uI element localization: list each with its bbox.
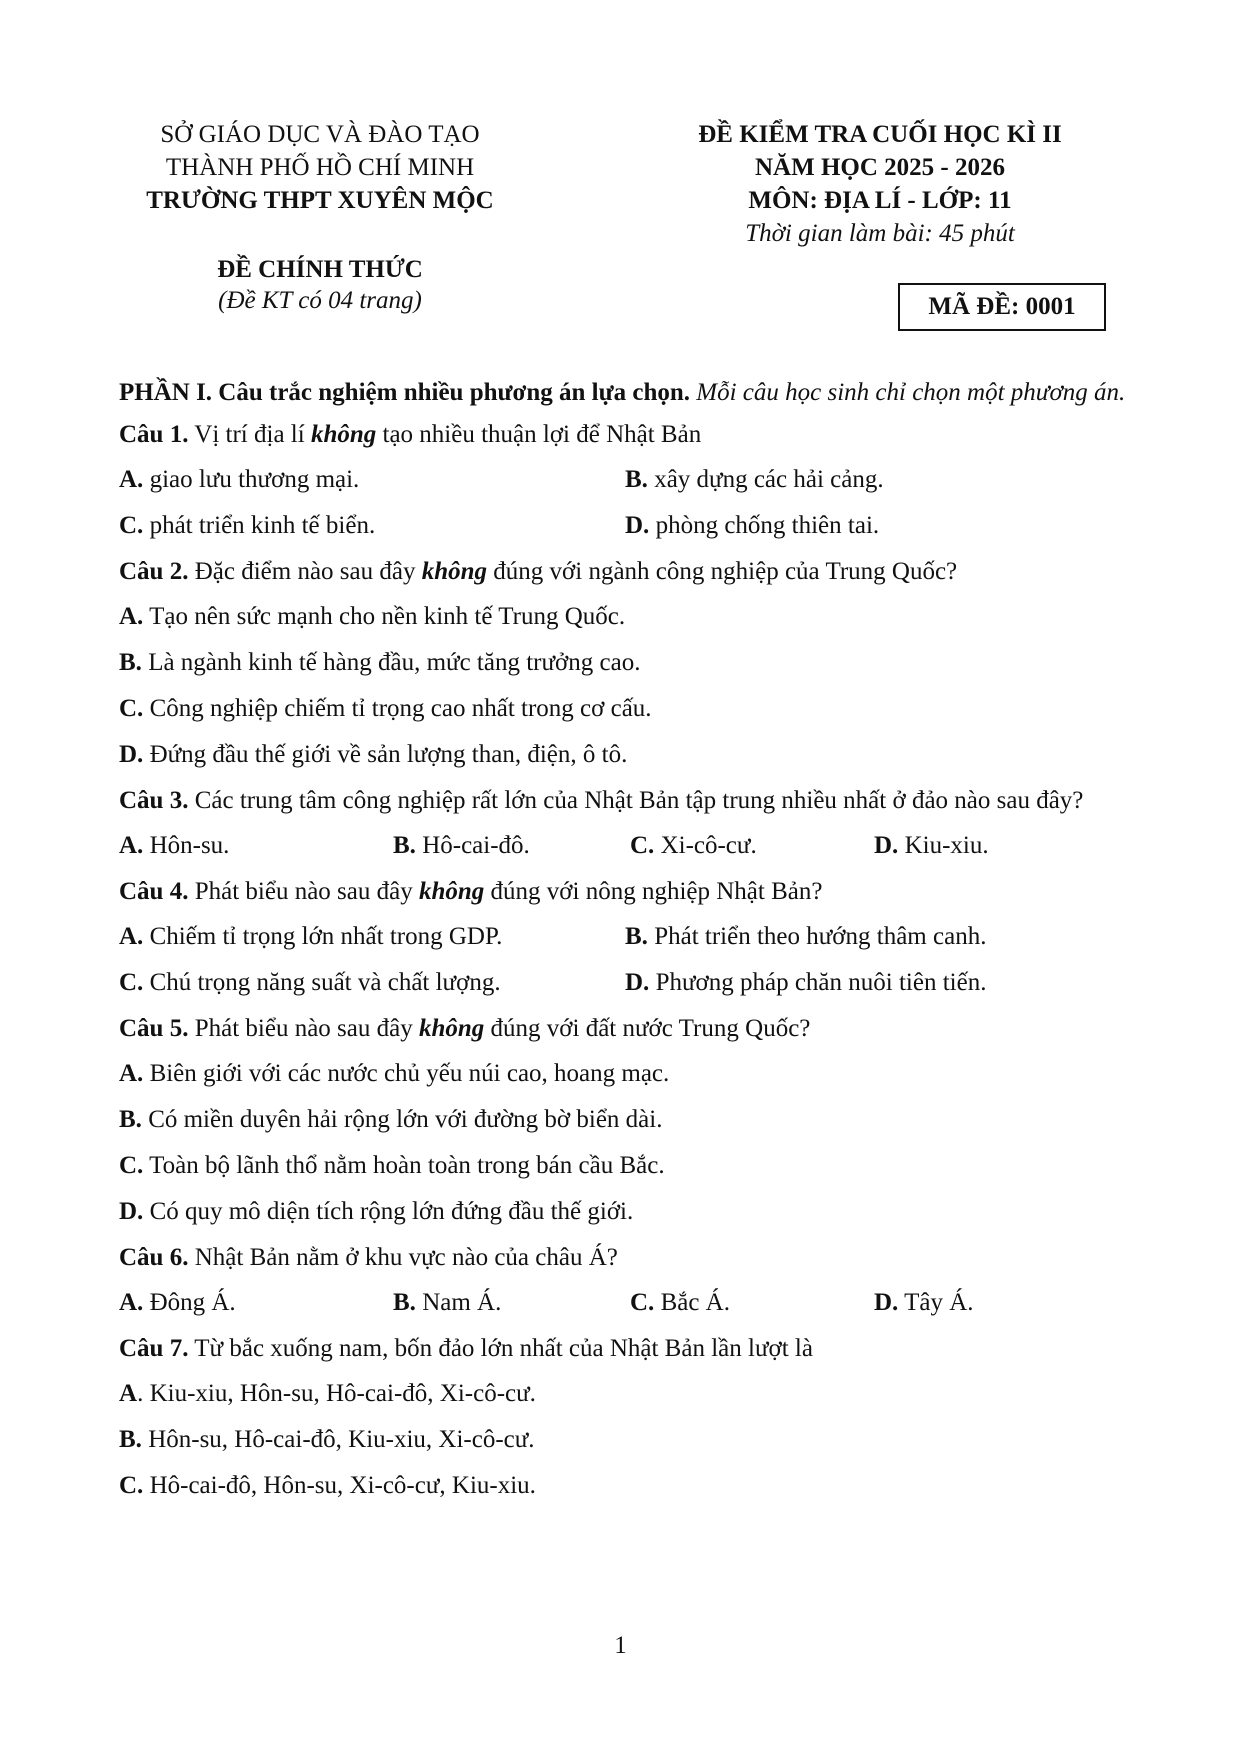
question-label: Câu 6.: [119, 1244, 189, 1271]
question-6: [119, 1241, 1131, 1320]
option-d: D. phòng chống thiên tai.: [625, 512, 880, 539]
option-row: [119, 829, 1131, 863]
exam-code-box: MÃ ĐỀ: 0001: [898, 283, 1106, 331]
question-stem: [119, 418, 1131, 451]
question-stem: [119, 784, 1131, 817]
question-2: [119, 555, 1131, 772]
city-name: THÀNH PHỐ HỒ CHÍ MINH: [165, 154, 475, 181]
option-row: [119, 463, 1131, 497]
option-c: C. Công nghiệp chiếm tỉ trọng cao nhất trong cơ cấu.: [119, 695, 652, 722]
question-text: Đặc điểm nào sau đây: [194, 558, 416, 585]
question-emphasis: không: [310, 421, 377, 448]
time-limit: Thời gian làm bài: 45 phút: [745, 220, 1015, 247]
option-b: B. Là ngành kinh tế hàng đầu, mức tăng trưởng cao.: [119, 649, 641, 676]
header-left: [105, 118, 535, 217]
option-d: D. Kiu-xiu.: [874, 832, 989, 859]
school-name: TRƯỜNG THPT XUYÊN MỘC: [146, 187, 494, 214]
option-b: B. Hô-cai-đô.: [393, 832, 530, 859]
option-b: B. Phát triển theo hướng thâm canh.: [625, 923, 987, 950]
question-text: đúng với nông nghiệp Nhật Bản?: [490, 878, 823, 905]
option-row: [119, 1286, 1131, 1320]
part-title: PHẦN I. Câu trắc nghiệm nhiều phương án lựa chọn.: [119, 379, 691, 406]
question-text: Các trung tâm công nghiệp rất lớn của Nhật Bản tập trung nhiều nhất ở đảo nào sau đây?: [194, 787, 1084, 814]
option-row: [119, 966, 1131, 1000]
option-b: B. xây dựng các hải cảng.: [625, 466, 884, 493]
option-d: D. Phương pháp chăn nuôi tiên tiến.: [625, 969, 987, 996]
part-instruction: Mỗi câu học sinh chỉ chọn một phương án.: [696, 379, 1126, 406]
subject-grade: MÔN: ĐỊA LÍ - LỚP: 11: [748, 187, 1012, 214]
question-label: Câu 5.: [119, 1015, 189, 1042]
option-c: C. Hô-cai-đô, Hôn-su, Xi-cô-cư, Kiu-xiu.: [119, 1472, 536, 1499]
department-name: SỞ GIÁO DỤC VÀ ĐÀO TẠO: [160, 121, 480, 148]
question-stem: [119, 555, 1131, 588]
option-row: [119, 920, 1131, 954]
question-3: [119, 784, 1131, 863]
exam-title: ĐỀ KIỂM TRA CUỐI HỌC KÌ II: [698, 121, 1062, 148]
exam-content: [119, 376, 1131, 1503]
question-1: [119, 418, 1131, 543]
option-d: D. Đứng đầu thế giới về sản lượng than, điện, ô tô.: [119, 741, 628, 768]
option-a: A. Đông Á.: [119, 1289, 236, 1316]
option-b: B. Hôn-su, Hô-cai-đô, Kiu-xiu, Xi-cô-cư.: [119, 1426, 535, 1453]
school-year: NĂM HỌC 2025 - 2026: [755, 154, 1005, 181]
header-right: [630, 118, 1130, 250]
question-label: Câu 3.: [119, 787, 189, 814]
question-label: Câu 1.: [119, 421, 189, 448]
official-label: ĐỀ CHÍNH THỨC: [217, 256, 423, 283]
question-label: Câu 7.: [119, 1335, 189, 1362]
option-a: A. Tạo nên sức mạnh cho nền kinh tế Trung Quốc.: [119, 603, 626, 630]
question-stem: [119, 1332, 1131, 1365]
option-c: C. Bắc Á.: [630, 1289, 730, 1316]
question-emphasis: không: [418, 878, 485, 905]
option-a: A. giao lưu thương mại.: [119, 466, 360, 493]
option-d: D. Có quy mô diện tích rộng lớn đứng đầu thế giới.: [119, 1198, 634, 1225]
question-emphasis: không: [418, 1015, 485, 1042]
question-text: Vị trí địa lí: [194, 421, 305, 448]
option-d: D. Tây Á.: [874, 1289, 974, 1316]
question-text: tạo nhiều thuận lợi để Nhật Bản: [382, 421, 702, 448]
question-label: Câu 2.: [119, 558, 189, 585]
question-text: đúng với ngành công nghiệp của Trung Quốc?: [493, 558, 958, 585]
option-a: A. Biên giới với các nước chủ yếu núi cao, hoang mạc.: [119, 1060, 670, 1087]
option-a: A. Hôn-su.: [119, 832, 230, 859]
question-label: Câu 4.: [119, 878, 189, 905]
part-heading: [119, 376, 1131, 409]
question-text: đúng với đất nước Trung Quốc?: [490, 1015, 811, 1042]
pages-note: (Đề KT có 04 trang): [218, 287, 422, 314]
question-stem: [119, 1012, 1131, 1045]
question-5: [119, 1012, 1131, 1229]
question-text: Phát biểu nào sau đây: [194, 1015, 413, 1042]
question-text: Nhật Bản nằm ở khu vực nào của châu Á?: [194, 1244, 618, 1271]
option-a: A. Chiếm tỉ trọng lớn nhất trong GDP.: [119, 923, 503, 950]
option-a: A. Kiu-xiu, Hôn-su, Hô-cai-đô, Xi-cô-cư.: [119, 1380, 536, 1407]
question-stem: [119, 1241, 1131, 1274]
question-stem: [119, 875, 1131, 908]
option-c: C. Toàn bộ lãnh thổ nằm hoàn toàn trong bán cầu Bắc.: [119, 1152, 665, 1179]
question-emphasis: không: [421, 558, 488, 585]
option-b: B. Nam Á.: [393, 1289, 502, 1316]
question-7: [119, 1332, 1131, 1503]
page-number: 1: [614, 1632, 627, 1659]
option-row: [119, 509, 1131, 543]
question-text: Từ bắc xuống nam, bốn đảo lớn nhất của Nhật Bản lần lượt là: [194, 1335, 813, 1362]
official-block: [150, 254, 490, 316]
option-c: C. phát triển kinh tế biển.: [119, 512, 376, 539]
question-text: Phát biểu nào sau đây: [194, 878, 413, 905]
question-4: [119, 875, 1131, 1000]
option-c: C. Chú trọng năng suất và chất lượng.: [119, 969, 501, 996]
option-b: B. Có miền duyên hải rộng lớn với đường bờ biển dài.: [119, 1106, 663, 1133]
option-c: C. Xi-cô-cư.: [630, 832, 757, 859]
